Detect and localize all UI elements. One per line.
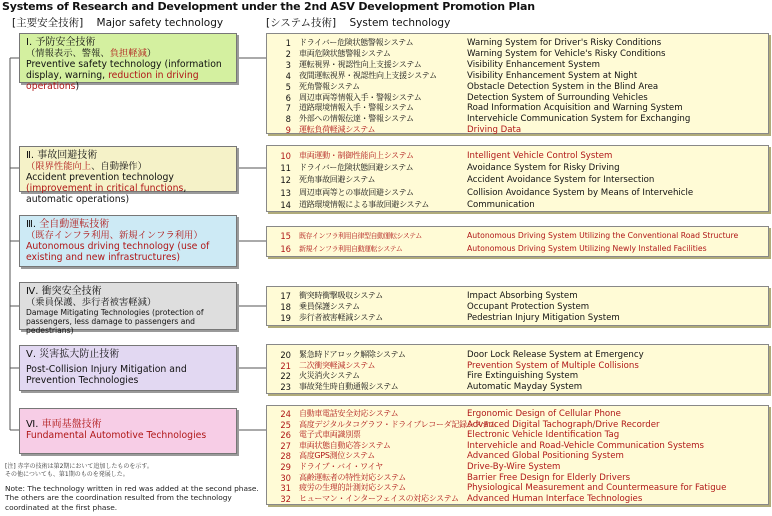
system-name-en: Automatic Mayday System [467,381,583,392]
system-number: 22 [280,371,291,382]
system-name-en: Driving Data [467,125,522,136]
system-name-ja: ドライバー危険状態警報システム [299,38,414,47]
category-en: Autonomous driving technology (use of existing and new infrastructures) [26,241,210,263]
system-number: 1 [285,38,291,48]
system-name-en: Warning System for Vehicle's Risky Conditions [467,48,666,59]
system-name-ja: 周辺車両等との事故回避システム [299,187,414,197]
note-en [5,484,259,512]
system-name-en: Intervehicle Communication System for Exchanging [467,114,691,125]
system-number: 5 [285,81,291,92]
system-name-en: Prevention System of Multiple Collisions [467,360,639,371]
category-sub-ja: （既存インフラ利用、新規インフラ利用） [26,230,203,241]
note-en-line: coordinated at the first phase. [5,502,118,512]
system-name-ja: 死角事故回避システム [299,175,376,185]
system-number: 30 [280,472,291,483]
system-name-ja: 新規インフラ利用自動運転システム [299,244,403,253]
system-name-en: Physiological Measurement and Countermeasure for Fatigue [467,483,727,494]
system-name-en: Autonomous Driving System Utilizing the Conventional Road Structure [467,231,739,240]
system-name-en: Communication [467,199,535,210]
system-name-en: Warning System for Driver's Risky Conditions [467,38,662,48]
category-sub-ja: （乗員保護、歩行者被害軽減） [26,297,157,308]
system-name-en: Electronic Vehicle Identification Tag [467,430,620,441]
system-name-ja: 火災消火システム [299,371,360,381]
system-name-en: Detection System of Surrounding Vehicles [467,92,648,103]
category-title-ja: 予防安全技術 [35,37,96,48]
system-number: 25 [280,419,291,430]
category-en: Fundamental Automotive Technologies [26,430,207,441]
note-ja-line: その他についても、第1期のものを発展した。 [5,471,129,478]
category-en: Damage Mitigating Technologies (protection of passengers, less damage to passengers and pedestrians) [26,308,204,335]
system-number: 9 [285,125,291,136]
system-number: 27 [280,440,291,451]
system-name-en: Autonomous Driving System Utilizing Newly Installed Facilities [467,243,707,253]
system-name-en: Impact Absorbing System [467,291,578,301]
system-number: 17 [280,291,291,301]
category-title-ja: 車両基盤技術 [41,419,102,430]
system-name-en: Visibility Enhancement System [467,59,601,70]
system-name-en: Intervehicle and Road-Vehicle Communication Systems [467,440,705,451]
system-number: 8 [285,114,291,125]
system-name-ja: 周辺車両等情報入手・警報システム [299,92,422,102]
category-sub-ja-added: 負担軽減 [109,48,147,59]
category-en-added: (improvement in critical functions [26,183,184,194]
system-number: 14 [280,199,291,210]
system-number: 28 [280,451,291,462]
system-number: 3 [285,59,291,70]
category-post-collision [19,345,237,391]
system-name-en: Drive-By-Wire System [467,462,561,472]
category-numeral: Ⅳ. [26,286,39,297]
category-en: Post-Collision Injury Mitigation and Prevention Technologies [26,364,187,386]
major-header-ja: [主要安全技術] [12,17,84,29]
system-name-ja: 自動車電話安全対応システム [299,409,399,418]
system-name-ja: 車両危険状態警報システム [299,48,391,58]
system-name-en: Visibility Enhancement System at Night [467,70,638,81]
system-name-en: Advanced Digital Tachograph/Drive Recorder [467,419,660,430]
system-name-ja: 運転視界・視認性向上支援システム [299,59,422,69]
major-header-en: Major safety technology [96,17,224,29]
note-en-line: The others are the coordination resulted from the technology [5,493,232,503]
system-number: 19 [280,312,291,323]
category-sub-ja-end: ） [146,48,157,59]
note-ja [5,463,153,479]
system-name-ja: 衝突時衝撃吸収システム [299,291,383,300]
system-panel-autonomous [266,226,769,257]
note-ja-line: [注] 赤字の技術は第2期において追加したものを示す。 [5,463,153,470]
system-number: 26 [280,430,291,441]
system-name-en: Road Information Acquisition and Warning System [467,103,683,114]
system-name-ja: 高度デジタルタコグラフ・ドライブレコーダ記録システム [299,419,497,429]
category-sub-ja: （情報表示、警報、 [26,48,110,59]
system-number: 29 [280,462,291,472]
category-sub-ja-end: 、自動操作） [91,161,147,172]
system-name-en: Occupant Protection System [467,301,590,312]
system-name-ja: ドライバー危険状態回避システム [299,163,414,173]
system-name-ja: 車両状態自動応答システム [299,440,391,450]
category-title-ja: 事故回避技術 [37,150,98,161]
category-preventive-safety [19,33,237,92]
system-name-ja: 死角警報システム [299,81,360,91]
category-sub-ja-added: （限界性能向上 [26,161,92,172]
category-en: Accident prevention technology [26,172,174,183]
system-number: 20 [280,350,291,360]
system-name-en: Advanced Human Interface Technologies [467,493,643,504]
system-name-en: Pedestrian Injury Mitigation System [467,312,620,323]
system-number: 12 [280,175,291,186]
system-number: 2 [285,48,291,59]
system-number: 15 [280,231,291,241]
system-name-ja: 高齢運転者の特性対応システム [299,472,406,482]
system-name-en: Door Lock Release System at Emergency [467,350,644,360]
system-name-ja: 運転負荷軽減システム [299,125,376,135]
category-numeral: Ⅴ. [26,349,37,360]
category-en: Preventive safety technology (information display, warning, [26,59,222,81]
category-damage-mitigating [19,282,237,335]
system-name-en: Barrier Free Design for Elderly Drivers [467,472,631,483]
category-title-ja: 災害拡大防止技術 [39,349,120,360]
system-name-ja: ドライブ・バイ・ワイヤ [299,462,383,471]
category-numeral: Ⅵ. [26,419,39,430]
category-numeral: Ⅰ. [26,37,33,48]
page-title: Systems of Research and Development under the 2nd ASV Development Promotion Plan [2,0,535,13]
system-name-ja: 二次衝突軽減システム [299,360,376,370]
system-number: 7 [285,103,291,114]
system-name-ja: 歩行者被害軽減システム [299,312,383,322]
system-number: 31 [280,483,291,494]
category-title-ja: 衝突安全技術 [41,286,102,297]
system-header-ja: [システム技術] [266,17,337,29]
system-name-ja: 外部への情報伝達・警報システム [299,114,414,124]
system-name-ja: 疲労の生理的計測対応システム [299,483,406,493]
system-name-ja: 事故発生時自動通報システム [299,381,399,391]
system-panel-accident [266,145,769,212]
category-title-ja: 全自動運転技術 [39,219,110,230]
system-name-ja: 電子式車両識別票 [299,430,361,440]
system-name-en: Fire Extinguishing System [467,371,579,382]
system-name-ja: 既存インフラ利用自律型自動運転システム [299,232,422,240]
system-number: 11 [280,163,291,174]
category-en-end: ) [75,81,80,92]
system-number: 6 [285,92,291,103]
system-name-ja: 高度GPS測位システム [299,451,376,461]
system-name-en: Obstacle Detection System in the Blind Area [467,81,659,92]
system-panel-fundamental [266,405,769,505]
system-panel-damage [266,286,769,326]
category-en-added: reduction in driving operations [26,70,199,92]
system-name-ja: 車両運動・制御性能向上システム [299,151,414,160]
system-number: 10 [280,151,291,161]
system-name-en: Avoidance System for Risky Driving [467,163,620,174]
system-name-ja: 乗員保護システム [299,301,360,311]
category-numeral: Ⅲ. [26,219,37,230]
system-panel-preventive [266,33,769,134]
category-accident-prevention [19,146,237,205]
system-name-ja: 道路環境情報入手・警報システム [299,103,414,113]
system-number: 21 [280,360,291,371]
system-number: 24 [280,409,291,419]
category-autonomous-driving [19,215,237,267]
system-number: 4 [285,70,291,81]
system-name-ja: 道路環境情報による事故回避システム [299,199,430,209]
system-number: 32 [280,493,291,504]
system-name-en: Advanced Global Positioning System [467,451,624,462]
system-number: 13 [280,187,291,198]
system-name-ja: 緊急時ドアロック解除システム [299,350,406,359]
system-number: 18 [280,301,291,312]
category-en-end: , automatic operations) [26,183,187,205]
note-en-line: Note: The technology written in red was added at the second phase. [5,484,259,493]
system-name-en: Intelligent Vehicle Control System [467,151,613,161]
category-numeral: Ⅱ. [26,150,35,161]
system-panel-post-collision [266,344,769,394]
system-name-en: Ergonomic Design of Cellular Phone [467,409,621,419]
system-number: 16 [280,243,291,254]
category-fundamental-automotive [19,408,237,454]
system-name-ja: 夜間運転視界・視認性向上支援システム [299,70,437,80]
system-name-en: Collision Avoidance System by Means of Intervehicle [467,187,694,198]
system-header-en: System technology [349,17,451,29]
system-number: 23 [280,381,291,392]
system-name-en: Accident Avoidance System for Intersection [467,175,655,186]
system-name-ja: ヒューマン・インターフェイスの対応システム [299,493,459,503]
